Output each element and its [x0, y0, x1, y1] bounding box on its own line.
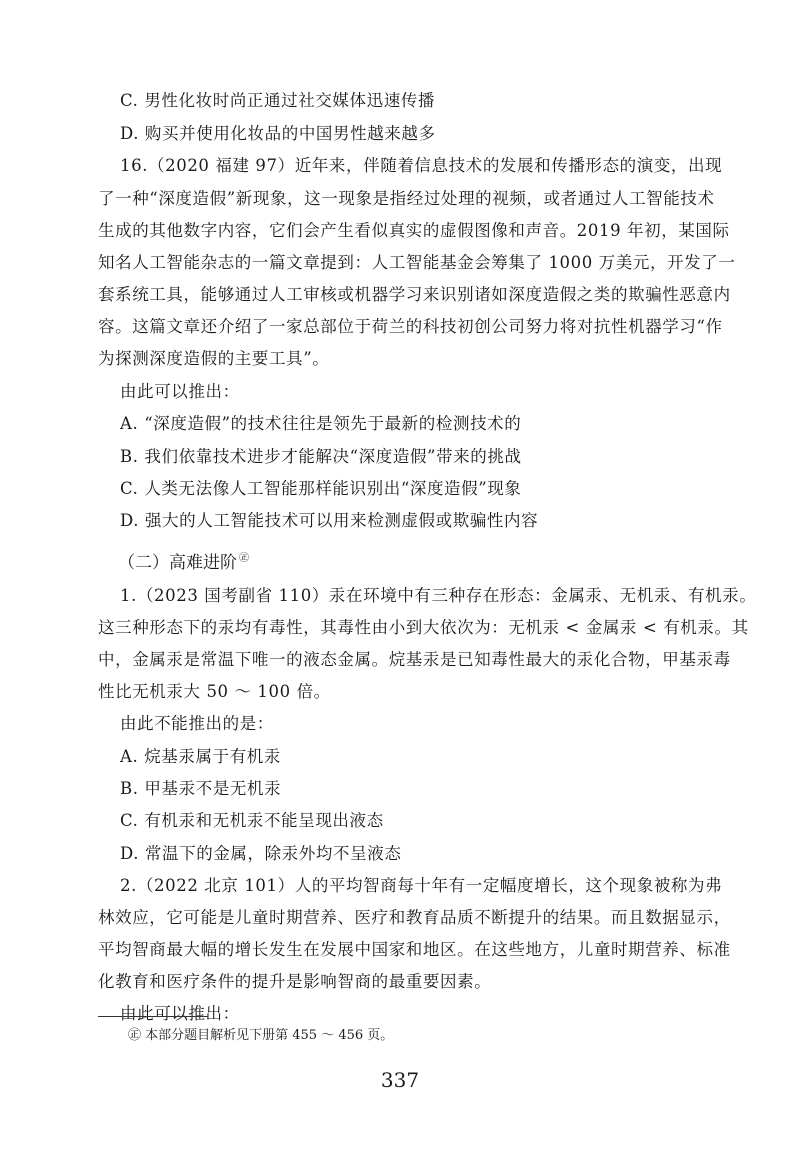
text-line: A. 烷基汞属于有机汞 — [120, 747, 282, 766]
text-line: 了一种“深度造假”新现象，这一现象是指经过处理的视频，或者通过人工智能技术 — [98, 189, 715, 208]
text-line: 这三种形态下的汞均有毒性，其毒性由小到大依次为：无机汞 < 金属汞 < 有机汞。其 — [98, 618, 749, 637]
text-line: 16.（2020 福建 97）近年来，伴随着信息技术的发展和传播形态的演变，出现 — [120, 156, 723, 175]
text-line: B. 甲基汞不是无机汞 — [120, 779, 282, 798]
page-number: 337 — [380, 1068, 420, 1092]
text-line: D. 购买并使用化妆品的中国男性越来越多 — [120, 124, 436, 143]
text-line: 平均智商最大幅的增长发生在发展中国家和地区。在这些地方，儿童时期营养、标准 — [98, 940, 731, 959]
text-line: A. “深度造假”的技术往往是领先于最新的检测技术的 — [120, 414, 522, 433]
text-line: 林效应，它可能是儿童时期营养、医疗和教育品质不断提升的结果。而且数据显示， — [98, 908, 731, 927]
text-line: 由此不能推出的是： — [120, 714, 274, 733]
text-line: 套系统工具，能够通过人工审核或机器学习来识别诸如深度造假之类的欺骗性恶意内 — [98, 285, 731, 304]
text-line: 知名人工智能杂志的一篇文章提到：人工智能基金会筹集了 1000 万美元，开发了一 — [98, 253, 736, 272]
text-line: 中，金属汞是常温下唯一的液态金属。烷基汞是已知毒性最大的汞化合物，甲基汞毒 — [98, 650, 731, 669]
text-line: 由此可以推出： — [120, 382, 240, 401]
footnote: ㊣ 本部分题目解析见下册第 455 ～ 456 页。 — [128, 1028, 394, 1043]
text-line: 1.（2023 国考副省 110）汞在环境中有三种存在形态：金属汞、无机汞、有机汞。 — [120, 586, 757, 605]
text-line: 化教育和医疗条件的提升是影响智商的最重要因素。 — [98, 972, 492, 991]
section-heading — [118, 548, 249, 573]
text-line: 为探测深度造假的主要工具”。 — [98, 349, 330, 368]
text-line: 2.（2022 北京 101）人的平均智商每十年有一定幅度增长，这个现象被称为弗 — [120, 876, 723, 895]
footnote-divider — [98, 1016, 208, 1017]
text-line: 生成的其他数字内容，它们会产生看似真实的虚假图像和声音。2019 年初，某国际 — [98, 221, 730, 240]
footnote-mark-icon: ㊣ — [239, 553, 249, 565]
text-line: D. 常温下的金属，除汞外均不呈液态 — [120, 844, 402, 863]
text-line: B. 我们依靠技术进步才能解决“深度造假”带来的挑战 — [120, 447, 522, 466]
text-line: C. 有机汞和无机汞不能呈现出液态 — [120, 811, 384, 830]
section-heading-label: （二）高难进阶 — [118, 553, 237, 573]
text-line: D. 强大的人工智能技术可以用来检测虚假或欺骗性内容 — [120, 511, 539, 530]
text-line: 性比无机汞大 50 ～ 100 倍。 — [98, 682, 331, 701]
text-line: C. 人类无法像人工智能那样能识别出“深度造假”现象 — [120, 479, 522, 498]
text-line: C. 男性化妆时尚正通过社交媒体迅速传播 — [120, 91, 436, 110]
text-line: 容。这篇文章还介绍了一家总部位于荷兰的科技初创公司努力将对抗性机器学习“作 — [98, 317, 723, 336]
text-line: 由此可以推出： — [120, 1004, 240, 1023]
